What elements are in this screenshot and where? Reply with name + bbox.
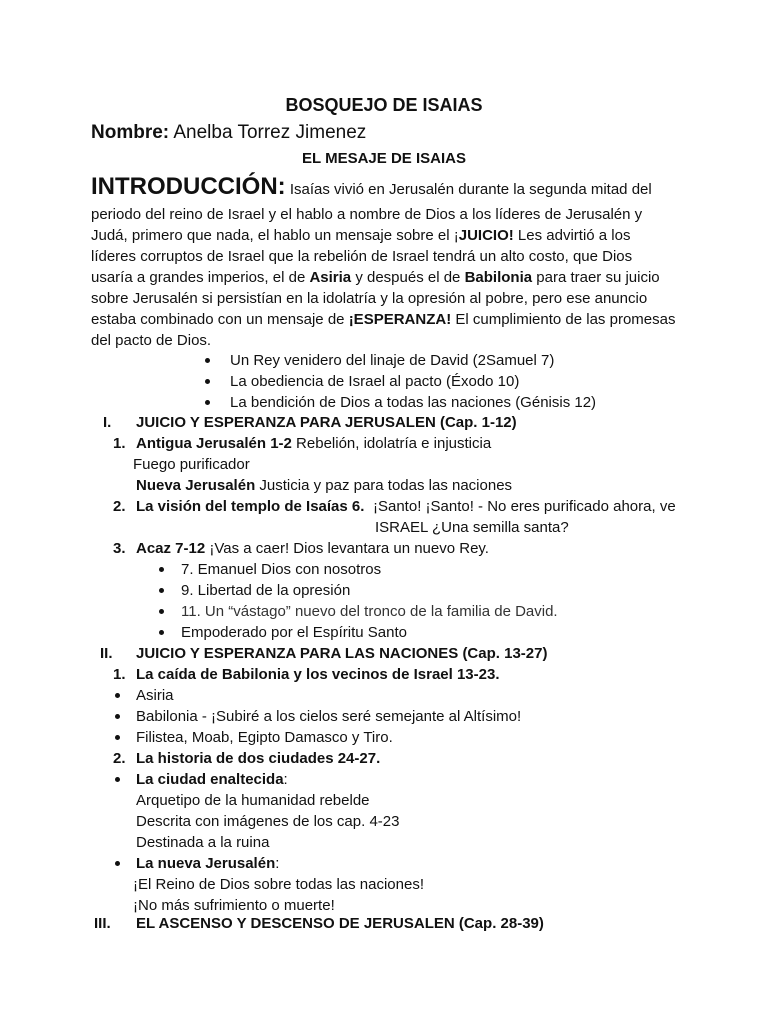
intro-line-8: del pacto de Dios. — [91, 332, 212, 349]
intro-line-6: sobre Jerusalén si persistían en la idolatría y la opresión al pobre, pero ese anuncio — [91, 290, 648, 307]
document-subtitle: EL MESAJE DE ISAIAS — [302, 150, 466, 167]
section-2-heading: JUICIO Y ESPERANZA PARA LAS NACIONES (Cap. 13-27) — [136, 645, 548, 662]
intro-text-1: Isaías vivió en Jerusalén durante la segunda mitad del — [285, 181, 652, 198]
s1-item-2-text: ¡Santo! ¡Santo! - No eres purificado ahora, ve — [373, 498, 676, 515]
babilonia-emphasis: Babilonia — [464, 269, 533, 286]
esperanza-emphasis: ¡ESPERANZA! — [348, 311, 452, 328]
name-value: Anelba Torrez Jimenez — [169, 122, 367, 143]
bullet-icon — [205, 358, 210, 363]
s2-bullet-4-line-1: Arquetipo de la humanidad rebelde — [136, 792, 370, 809]
bullet-icon — [115, 714, 120, 719]
section-2-number: II. — [100, 645, 113, 662]
s1-item-1-line-2: Fuego purificador — [133, 456, 250, 473]
s1-item-1 — [136, 434, 491, 454]
intro-bullet-1: Un Rey venidero del linaje de David (2Samuel 7) — [230, 352, 555, 369]
section-3-number: III. — [94, 915, 111, 932]
bullet-icon — [115, 735, 120, 740]
s1-bullet-3: 11. Un “vástago” nuevo del tronco de la familia de David. — [181, 603, 558, 620]
intro-line-7 — [91, 310, 675, 330]
name-label: Nombre: — [91, 122, 170, 143]
s1-item-1-title: Antigua Jerusalén 1-2 — [136, 435, 292, 452]
s2-bullet-5-line-2: ¡No más sufrimiento o muerte! — [133, 897, 335, 914]
bullet-icon — [205, 400, 210, 405]
s1-item-2-line-2: ISRAEL ¿Una semilla santa? — [375, 519, 569, 536]
bullet-icon — [205, 379, 210, 384]
s2-item-2-title: La historia de dos ciudades 24-27. — [136, 750, 381, 767]
s1-item-2-title: La visión del templo de Isaías 6. — [136, 498, 365, 515]
s2-bullet-5 — [136, 854, 279, 874]
intro-text-7a: estaba combinado con un mensaje de — [91, 311, 349, 328]
section-3-heading: EL ASCENSO Y DESCENSO DE JERUSALEN (Cap. 28-39) — [136, 915, 544, 932]
s2-bullet-1: Asiria — [136, 687, 174, 704]
s1-item-1-text: Rebelión, idolatría e injusticia — [291, 435, 492, 452]
bullet-icon — [159, 630, 164, 635]
intro-text-5e: para traer su juicio — [532, 269, 660, 286]
asiria-emphasis: Asiria — [309, 269, 352, 286]
intro-bullet-2: La obediencia de Israel al pacto (Éxodo 10) — [230, 373, 520, 390]
intro-line-4: líderes corruptos de Israel que la rebelión de Israel tendrá un alto costo, que Dios — [91, 248, 633, 265]
s1-item-3-number: 3. — [113, 540, 126, 557]
colon: : — [275, 855, 280, 872]
intro-text-5a: usaría a grandes imperios, el de — [91, 269, 310, 286]
section-1-number: I. — [103, 414, 112, 431]
nueva-jerusalen-text: Justicia y paz para todas las naciones — [255, 477, 513, 494]
intro-line-5 — [91, 268, 660, 288]
intro-text-7c: El cumplimiento de las promesas — [451, 311, 676, 328]
s2-item-1-title: La caída de Babilonia y los vecinos de Israel 13-23. — [136, 666, 500, 683]
s2-bullet-4-line-2: Descrita con imágenes de los cap. 4-23 — [136, 813, 400, 830]
intro-text-5c: y después el de — [351, 269, 465, 286]
s2-bullet-5-line-1: ¡El Reino de Dios sobre todas las naciones! — [133, 876, 424, 893]
intro-label: INTRODUCCIÓN: — [91, 173, 286, 200]
name-line — [91, 121, 366, 145]
intro-text-3c: Les advirtió a los — [513, 227, 631, 244]
s2-bullet-4 — [136, 770, 288, 790]
bullet-icon — [115, 693, 120, 698]
s1-bullet-4: Empoderado por el Espíritu Santo — [181, 624, 407, 641]
intro-line-3 — [91, 226, 630, 246]
s1-item-3-text: ¡Vas a caer! Dios levantara un nuevo Rey. — [205, 540, 489, 557]
bullet-icon — [159, 609, 164, 614]
s2-item-1-number: 1. — [113, 666, 126, 683]
section-1-heading: JUICIO Y ESPERANZA PARA JERUSALEN (Cap. 1-12) — [136, 414, 517, 431]
bullet-icon — [159, 567, 164, 572]
bullet-icon — [115, 861, 120, 866]
colon: : — [283, 771, 288, 788]
s2-bullet-3: Filistea, Moab, Egipto Damasco y Tiro. — [136, 729, 393, 746]
s1-bullet-2: 9. Libertad de la opresión — [181, 582, 351, 599]
nueva-jerusalen-label: Nueva Jerusalén — [136, 477, 256, 494]
s1-item-2-number: 2. — [113, 498, 126, 515]
s1-item-1-number: 1. — [113, 435, 126, 452]
nueva-jerusalen-heading: La nueva Jerusalén — [136, 855, 276, 872]
s2-bullet-4-line-3: Destinada a la ruina — [136, 834, 270, 851]
ciudad-enaltecida-label: La ciudad enaltecida — [136, 771, 284, 788]
document-title: BOSQUEJO DE ISAIAS — [285, 95, 483, 115]
s2-bullet-2: Babilonia - ¡Subiré a los cielos seré semejante al Altísimo! — [136, 708, 522, 725]
s1-item-3-title: Acaz 7-12 — [136, 540, 206, 557]
intro-text-3a: Judá, primero que nada, el hablo un mensaje sobre el ¡ — [91, 227, 459, 244]
s2-item-2-number: 2. — [113, 750, 126, 767]
intro-line-2: periodo del reino de Israel y el hablo a nombre de Dios a los líderes de Jerusalén y — [91, 206, 643, 223]
s1-item-3 — [136, 539, 489, 559]
intro-bullet-3: La bendición de Dios a todas las naciones (Génisis 12) — [230, 394, 597, 411]
s1-item-1-line-3 — [136, 476, 512, 496]
s1-bullet-1: 7. Emanuel Dios con nosotros — [181, 561, 382, 578]
bullet-icon — [159, 588, 164, 593]
juicio-emphasis: JUICIO! — [458, 227, 514, 244]
bullet-icon — [115, 777, 120, 782]
intro-line-1 — [91, 172, 652, 205]
